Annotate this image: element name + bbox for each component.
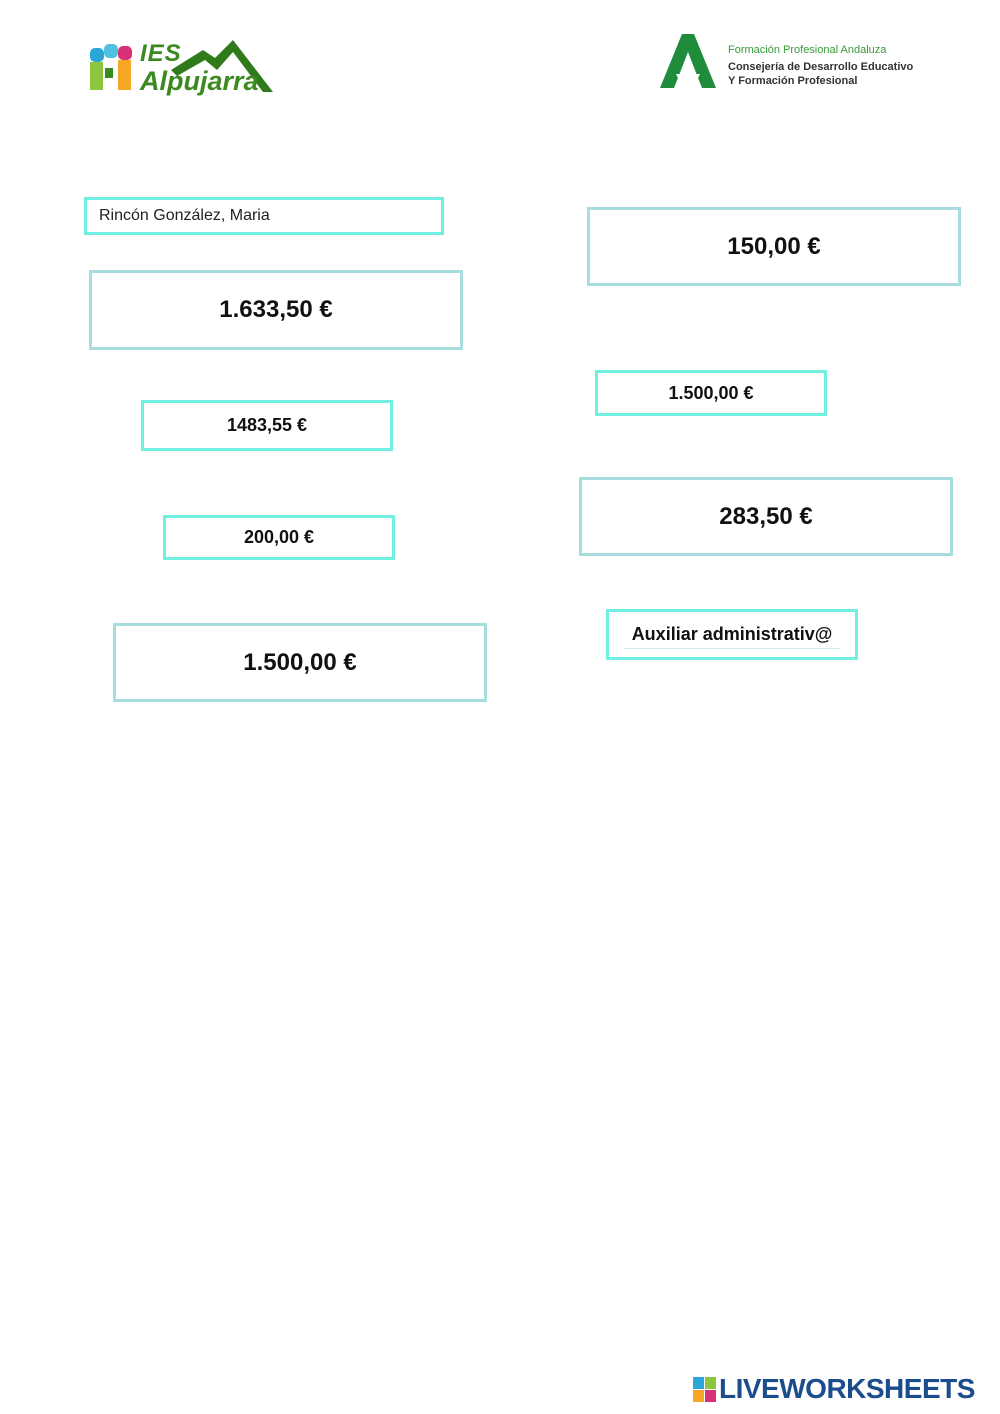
role-underline [624, 648, 840, 649]
school-logo-line2: Alpujarra [140, 66, 259, 96]
amount-field-7[interactable]: 283,50 € [579, 477, 953, 556]
amount-field-2[interactable]: 1483,55 € [141, 400, 393, 451]
amount-field-5[interactable]: 150,00 € [587, 207, 961, 286]
job-role-text: Auxiliar administrativ@ [631, 624, 833, 644]
junta-a-icon [656, 30, 718, 90]
junta-logo-line1: Formación Profesional Andaluza [728, 44, 887, 56]
liveworksheets-wordmark: LIVEWORKSHEETS [719, 1373, 975, 1404]
junta-logo-line3: Y Formación Profesional [728, 75, 858, 87]
amount-field-3[interactable]: 200,00 € [163, 515, 395, 560]
amount-field-6[interactable]: 1.500,00 € [595, 370, 827, 416]
liveworksheets-icon [693, 1377, 717, 1403]
job-role-field[interactable] [606, 609, 858, 660]
junta-logo-line2: Consejería de Desarrollo Educativo [728, 61, 914, 73]
junta-andalucia-logo [656, 30, 926, 92]
ies-alpujarra-logo [88, 36, 283, 102]
school-logo-line1: IES [140, 40, 182, 67]
amount-field-1[interactable]: 1.633,50 € [89, 270, 463, 350]
liveworksheets-brand [693, 1373, 993, 1407]
name-field[interactable]: Rincón González, Maria [84, 197, 444, 235]
amount-field-4[interactable]: 1.500,00 € [113, 623, 487, 702]
